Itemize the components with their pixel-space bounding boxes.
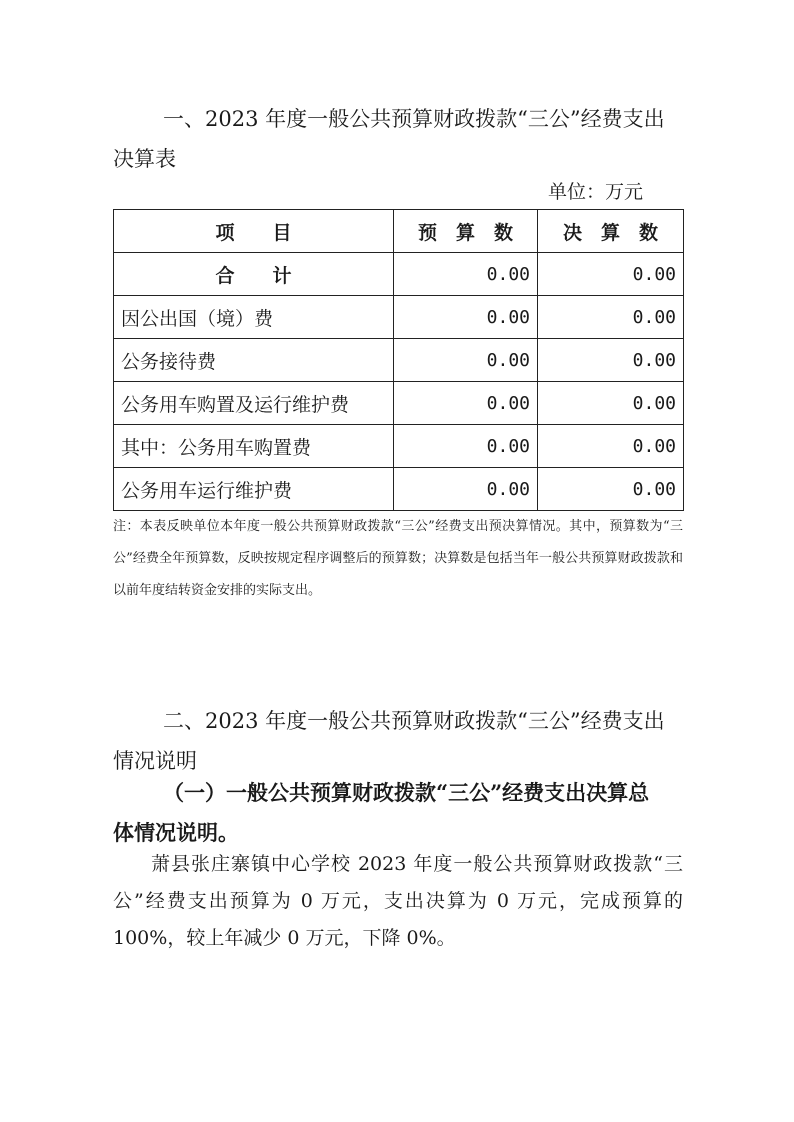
- table-note: 注：本表反映单位本年度一般公共预算财政拨款“三公”经费支出预决算情况。其中，预算数为“三公”经费全年预算数，反映按规定程序调整后的预算数；决算数是包括当年一般公共预算财政拨款和以前年度结转资金安排的实际支出。: [113, 519, 683, 598]
- summary-paragraph: 萧县张庄寨镇中心学校 2023 年度一般公共预算财政拨款“三公”经费支出预算为 0 万元，支出决算为 0 万元，完成预算的 100%，较上年减少 0 万元，下降 0%。: [113, 853, 683, 949]
- section-2-title-line-2: 情况说明: [113, 749, 197, 773]
- row-budget: 0.00: [394, 468, 538, 511]
- row-final: 0.00: [538, 296, 684, 339]
- row-budget: 0.00: [394, 339, 538, 382]
- three-public-expense-table: [113, 209, 684, 511]
- section-2-title: [113, 701, 683, 781]
- row-budget: 0.00: [394, 253, 538, 296]
- subsection-1-title-line-1: （一）一般公共预算财政拨款“三公”经费支出决算总: [163, 780, 650, 805]
- row-budget: 0.00: [394, 382, 538, 425]
- row-label: 公务接待费: [114, 339, 394, 382]
- row-final: 0.00: [538, 468, 684, 511]
- unit-label: 单位：万元: [548, 181, 644, 203]
- table-row: [114, 339, 684, 382]
- table-row: [114, 468, 684, 511]
- table-row: [114, 382, 684, 425]
- table-header-row: [114, 210, 684, 253]
- section-1-title: [113, 99, 683, 179]
- row-budget: 0.00: [394, 296, 538, 339]
- row-budget: 0.00: [394, 425, 538, 468]
- table-row-total: [114, 253, 684, 296]
- header-budget: 预 算 数: [394, 210, 538, 253]
- row-label: 合 计: [114, 253, 394, 296]
- section-2-title-line-1: 二、2023 年度一般公共预算财政拨款“三公”经费支出: [163, 709, 665, 733]
- section-1-title-line-1: 一、2023 年度一般公共预算财政拨款“三公”经费支出: [163, 107, 665, 131]
- row-final: 0.00: [538, 253, 684, 296]
- row-label: 公务用车运行维护费: [114, 468, 394, 511]
- row-final: 0.00: [538, 382, 684, 425]
- row-label: 其中：公务用车购置费: [114, 425, 394, 468]
- table-row: [114, 296, 684, 339]
- row-label: 公务用车购置及运行维护费: [114, 382, 394, 425]
- subsection-1-title: [113, 773, 683, 853]
- subsection-1-title-line-2: 体情况说明。: [113, 820, 239, 845]
- header-final: 决 算 数: [538, 210, 684, 253]
- row-final: 0.00: [538, 339, 684, 382]
- section-1-title-line-2: 决算表: [113, 147, 176, 171]
- row-final: 0.00: [538, 425, 684, 468]
- table-row: [114, 425, 684, 468]
- header-item: 项 目: [114, 210, 394, 253]
- row-label: 因公出国（境）费: [114, 296, 394, 339]
